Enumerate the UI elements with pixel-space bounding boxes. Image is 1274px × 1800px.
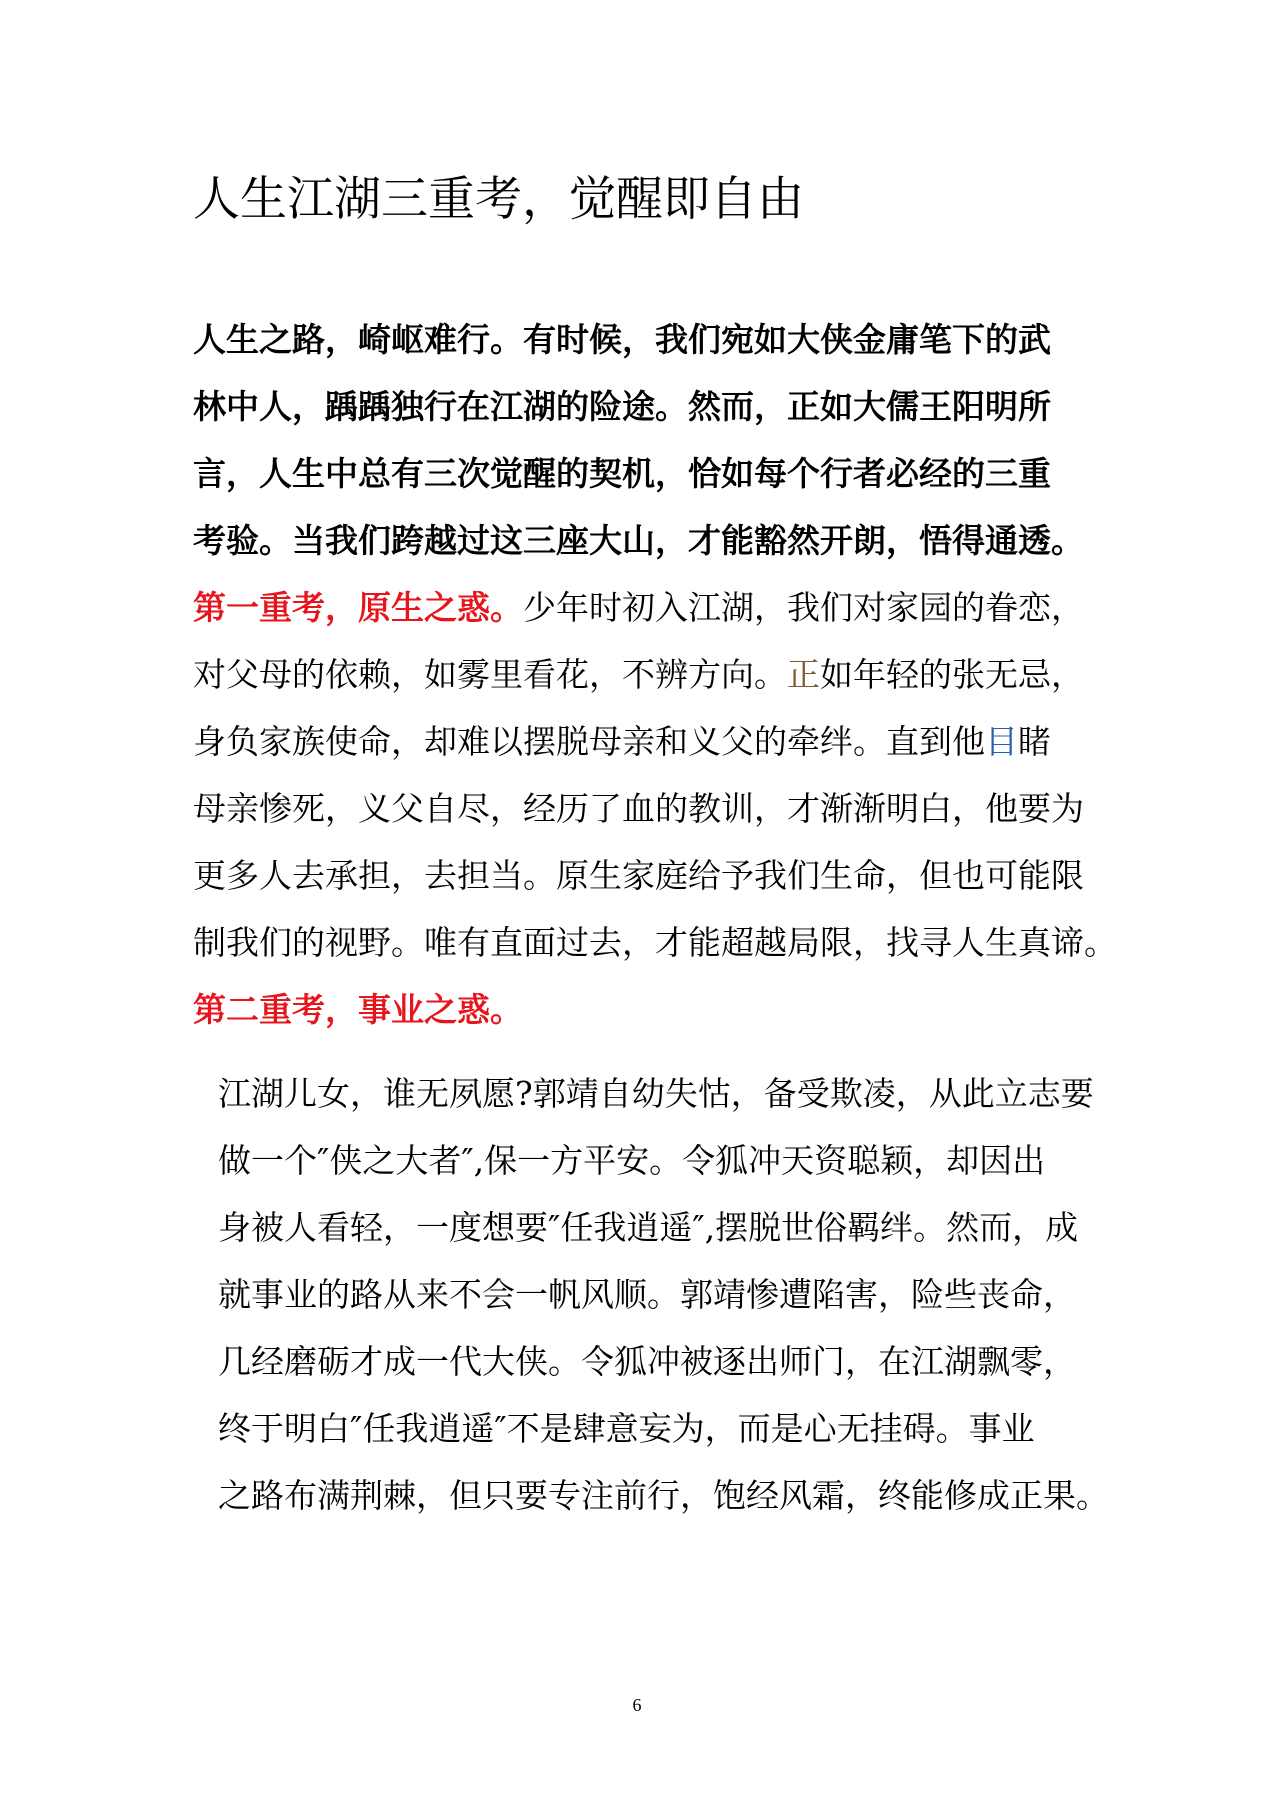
page-number: 6 [632,1695,642,1715]
section1-heading: 第一重考，原生之惑。 [193,588,523,627]
intro-line: 林中人，踽踽独行在江湖的险途。然而，正如大儒王阳明所 [193,387,1051,426]
page-title: 人生江湖三重考，觉醒即自由 [193,172,804,227]
body-text-block [193,306,1143,1043]
section1-text: 少年时初入江湖，我们对家园的眷恋， [523,588,1084,627]
section2-line: 做一个″侠之大者″,保一方平安。令狐冲天资聪颖，却因出 [218,1141,1046,1180]
section2-line: 之路布满荆棘，但只要专注前行，饱经风霜，终能修成正果。 [218,1476,1109,1515]
section1-text: 睹 [1018,722,1051,761]
section1-line [193,641,1143,708]
intro-line: 人生之路，崎岖难行。有时候，我们宛如大侠金庸笔下的武 [193,320,1051,359]
section2-line: 江湖儿女，谁无夙愿?郭靖自幼失怙，备受欺凌，从此立志要 [218,1074,1094,1113]
section1-line: 母亲惨死，义父自尽，经历了血的教训，才渐渐明白，他要为 [193,789,1084,828]
section2-heading: 第二重考，事业之惑。 [193,990,523,1029]
section1-line: 更多人去承担，去担当。原生家庭给予我们生命，但也可能限 [193,856,1084,895]
section2-line: 就事业的路从来不会一帆风顺。郭靖惨遭陷害，险些丧命， [218,1275,1076,1314]
section1-line [193,708,1143,775]
section1-text: 如年轻的张无忌， [820,655,1084,694]
intro-line: 考验。当我们跨越过这三座大山，才能豁然开朗，悟得通透。 [193,521,1084,560]
section2-line: 几经磨砺才成一代大侠。令狐冲被逐出师门，在江湖飘零， [218,1342,1076,1381]
section1-text-tinted: 正 [787,655,820,694]
section1-text: 对父母的依赖，如雾里看花，不辨方向。 [193,655,787,694]
intro-line: 言，人生中总有三次觉醒的契机，恰如每个行者必经的三重 [193,454,1051,493]
section2-line: 终于明白″任我逍遥″不是肆意妄为，而是心无挂碍。事业 [218,1409,1035,1448]
section2-text-block [218,1060,1168,1529]
section1-text: 身负家族使命，却难以摆脱母亲和义父的牵绊。直到他 [193,722,985,761]
section2-line: 身被人看轻，一度想要″任我逍遥″,摆脱世俗羁绊。然而，成 [218,1208,1079,1247]
section1-text-tinted: 目 [985,722,1018,761]
section1-line: 制我们的视野。唯有直面过去，才能超越局限，找寻人生真谛。 [193,923,1117,962]
section1-first-line [193,574,1143,641]
